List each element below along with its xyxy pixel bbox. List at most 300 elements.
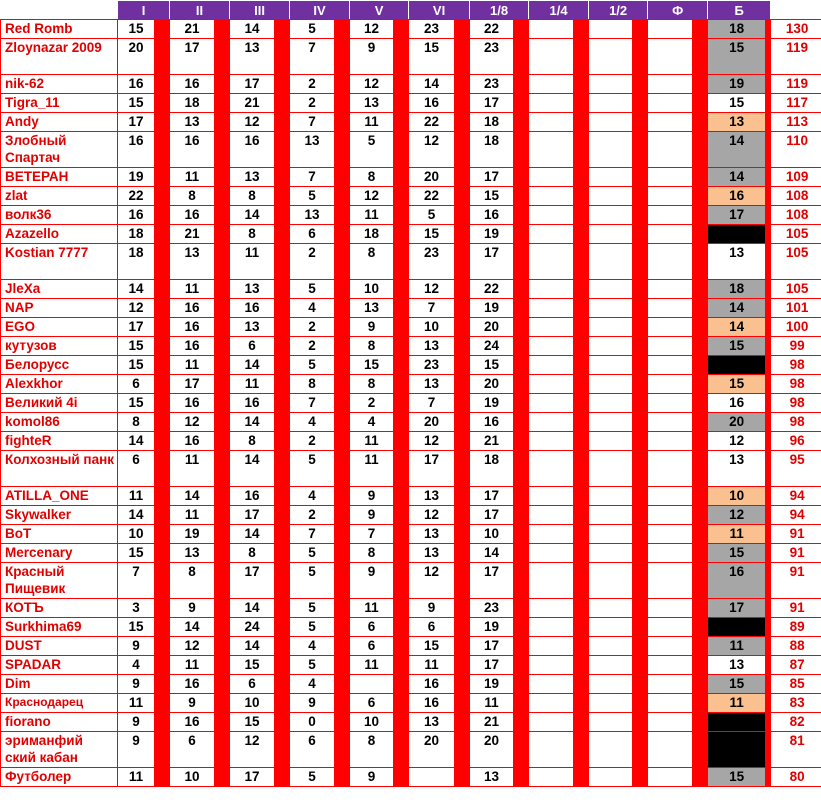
bonus-score <box>708 713 766 732</box>
column-separator <box>514 394 529 413</box>
column-separator <box>335 637 350 656</box>
round-score: 9 <box>170 599 215 618</box>
column-separator <box>275 225 290 244</box>
column-separator <box>215 656 230 675</box>
column-separator <box>215 451 230 487</box>
column-separator <box>155 451 170 487</box>
column-separator <box>394 299 409 318</box>
column-separator <box>275 656 290 675</box>
total-score: 91 <box>771 525 821 544</box>
round-score: 17 <box>409 451 455 487</box>
column-separator <box>633 168 648 187</box>
column-separator <box>275 187 290 206</box>
round-score: 10 <box>230 694 275 713</box>
round-score: 11 <box>118 768 155 787</box>
column-separator <box>514 656 529 675</box>
empty-playoff-cell <box>589 694 633 713</box>
column-separator <box>275 168 290 187</box>
round-score: 11 <box>170 356 215 375</box>
round-score: 17 <box>170 39 215 75</box>
round-score: 13 <box>409 713 455 732</box>
round-score: 14 <box>170 487 215 506</box>
column-separator <box>514 599 529 618</box>
round-score: 6 <box>409 618 455 637</box>
column-separator <box>514 713 529 732</box>
column-separator <box>275 394 290 413</box>
column-separator <box>633 394 648 413</box>
column-separator <box>335 75 350 94</box>
column-separator <box>455 487 470 506</box>
table-row <box>1 487 821 506</box>
column-separator <box>335 563 350 599</box>
round-score: 10 <box>350 713 394 732</box>
bonus-score: 12 <box>708 432 766 451</box>
column-separator <box>693 244 708 280</box>
empty-playoff-cell <box>589 618 633 637</box>
table-row <box>1 732 821 768</box>
empty-playoff-cell <box>648 563 693 599</box>
column-separator <box>514 563 529 599</box>
round-score: 7 <box>350 525 394 544</box>
column-separator <box>633 656 648 675</box>
round-score: 13 <box>170 113 215 132</box>
column-separator <box>455 732 470 768</box>
round-score: 14 <box>118 506 155 525</box>
round-score: 8 <box>230 225 275 244</box>
column-separator <box>633 225 648 244</box>
round-score: 5 <box>290 768 335 787</box>
round-score: 14 <box>230 451 275 487</box>
column-separator <box>455 280 470 299</box>
round-score: 13 <box>290 206 335 225</box>
table-row <box>1 637 821 656</box>
empty-playoff-cell <box>529 599 574 618</box>
round-score: 12 <box>170 637 215 656</box>
column-separator <box>394 206 409 225</box>
round-score: 9 <box>170 694 215 713</box>
empty-playoff-cell <box>589 713 633 732</box>
column-separator <box>275 206 290 225</box>
column-separator <box>275 356 290 375</box>
round-score: 16 <box>170 675 215 694</box>
column-separator <box>215 94 230 113</box>
round-score: 23 <box>470 75 514 94</box>
empty-playoff-cell <box>529 713 574 732</box>
column-separator <box>514 132 529 168</box>
round-score: 8 <box>170 563 215 599</box>
round-score: 17 <box>118 113 155 132</box>
column-separator <box>574 694 589 713</box>
empty-playoff-cell <box>648 20 693 39</box>
column-separator <box>514 413 529 432</box>
player-name: Красный Пищевик <box>1 563 118 599</box>
total-score: 81 <box>771 732 821 768</box>
round-score: 15 <box>230 656 275 675</box>
empty-playoff-cell <box>529 563 574 599</box>
column-separator <box>215 318 230 337</box>
round-score: 23 <box>409 20 455 39</box>
round-score: 12 <box>230 113 275 132</box>
round-score: 8 <box>118 413 155 432</box>
column-separator <box>633 732 648 768</box>
round-score: 17 <box>230 75 275 94</box>
column-separator <box>693 20 708 39</box>
column-separator <box>633 713 648 732</box>
round-score: 5 <box>290 451 335 487</box>
empty-playoff-cell <box>589 675 633 694</box>
round-score: 19 <box>470 394 514 413</box>
round-score: 17 <box>118 318 155 337</box>
round-score: 9 <box>350 318 394 337</box>
column-separator <box>155 637 170 656</box>
round-score: 9 <box>118 637 155 656</box>
empty-playoff-cell <box>589 451 633 487</box>
round-score: 23 <box>409 244 455 280</box>
column-separator <box>215 356 230 375</box>
header-total-blank <box>771 1 821 20</box>
column-separator <box>574 356 589 375</box>
round-score: 5 <box>290 544 335 563</box>
round-score: 12 <box>409 563 455 599</box>
total-score: 98 <box>771 413 821 432</box>
column-separator <box>693 356 708 375</box>
column-separator <box>514 299 529 318</box>
bonus-score: 15 <box>708 375 766 394</box>
column-separator <box>275 599 290 618</box>
column-separator <box>693 187 708 206</box>
column-separator <box>574 39 589 75</box>
round-score: 9 <box>350 487 394 506</box>
round-score: 6 <box>350 637 394 656</box>
empty-playoff-cell <box>529 375 574 394</box>
empty-playoff-cell <box>529 618 574 637</box>
round-score: 12 <box>350 75 394 94</box>
column-separator <box>275 375 290 394</box>
column-separator <box>394 94 409 113</box>
round-score: 16 <box>170 713 215 732</box>
round-score: 9 <box>118 675 155 694</box>
total-score: 80 <box>771 768 821 787</box>
total-score: 94 <box>771 506 821 525</box>
round-score: 7 <box>290 394 335 413</box>
empty-playoff-cell <box>648 432 693 451</box>
empty-playoff-cell <box>589 599 633 618</box>
round-score: 6 <box>290 225 335 244</box>
column-separator <box>455 20 470 39</box>
empty-playoff-cell <box>589 132 633 168</box>
round-score: 13 <box>230 318 275 337</box>
column-separator <box>455 599 470 618</box>
empty-playoff-cell <box>589 168 633 187</box>
round-score: 11 <box>230 244 275 280</box>
round-score: 22 <box>470 280 514 299</box>
round-score: 15 <box>230 713 275 732</box>
column-separator <box>394 375 409 394</box>
round-score: 9 <box>409 599 455 618</box>
round-score: 11 <box>350 656 394 675</box>
round-score: 18 <box>470 132 514 168</box>
round-score: 17 <box>230 563 275 599</box>
empty-playoff-cell <box>529 132 574 168</box>
player-name: Футболер <box>1 768 118 787</box>
column-separator <box>455 318 470 337</box>
column-separator <box>455 187 470 206</box>
round-score <box>350 675 394 694</box>
column-separator <box>455 413 470 432</box>
round-score: 12 <box>350 187 394 206</box>
player-name: Злобный Спартач <box>1 132 118 168</box>
table-row <box>1 563 821 599</box>
round-score: 15 <box>118 337 155 356</box>
column-separator <box>693 451 708 487</box>
round-score: 11 <box>118 487 155 506</box>
table-row <box>1 280 821 299</box>
column-separator <box>335 244 350 280</box>
round-score: 8 <box>350 732 394 768</box>
round-score: 14 <box>230 413 275 432</box>
column-separator <box>514 225 529 244</box>
round-score: 18 <box>118 244 155 280</box>
empty-playoff-cell <box>529 451 574 487</box>
empty-playoff-cell <box>529 113 574 132</box>
bonus-score: 14 <box>708 168 766 187</box>
column-separator <box>335 394 350 413</box>
round-score: 16 <box>118 132 155 168</box>
round-score: 2 <box>290 244 335 280</box>
column-separator <box>394 39 409 75</box>
player-name: эриманфий ский кабан <box>1 732 118 768</box>
column-separator <box>215 299 230 318</box>
column-separator <box>335 487 350 506</box>
round-score: 16 <box>170 337 215 356</box>
column-separator <box>633 132 648 168</box>
column-separator <box>155 544 170 563</box>
round-score: 5 <box>350 132 394 168</box>
column-separator <box>275 487 290 506</box>
column-separator <box>455 39 470 75</box>
column-separator <box>215 432 230 451</box>
column-separator <box>335 337 350 356</box>
round-score: 8 <box>350 544 394 563</box>
empty-playoff-cell <box>589 413 633 432</box>
column-separator <box>155 563 170 599</box>
round-score: 15 <box>409 225 455 244</box>
empty-playoff-cell <box>529 280 574 299</box>
empty-playoff-cell <box>648 599 693 618</box>
round-score: 19 <box>470 225 514 244</box>
bonus-score: 20 <box>708 413 766 432</box>
empty-playoff-cell <box>648 187 693 206</box>
empty-playoff-cell <box>529 206 574 225</box>
round-score: 13 <box>409 337 455 356</box>
total-score: 89 <box>771 618 821 637</box>
header-round-2: II <box>170 1 230 20</box>
empty-playoff-cell <box>529 225 574 244</box>
column-separator <box>693 732 708 768</box>
round-score: 12 <box>170 413 215 432</box>
column-separator <box>394 356 409 375</box>
column-separator <box>574 394 589 413</box>
column-separator <box>574 599 589 618</box>
column-separator <box>633 618 648 637</box>
table-row <box>1 375 821 394</box>
column-separator <box>275 451 290 487</box>
round-score: 13 <box>230 39 275 75</box>
column-separator <box>155 768 170 787</box>
column-separator <box>633 299 648 318</box>
column-separator <box>514 280 529 299</box>
bonus-score: 15 <box>708 544 766 563</box>
column-separator <box>394 451 409 487</box>
column-separator <box>693 39 708 75</box>
column-separator <box>633 525 648 544</box>
total-score: 94 <box>771 487 821 506</box>
total-score: 119 <box>771 75 821 94</box>
column-separator <box>514 544 529 563</box>
header-round-3: III <box>230 1 290 20</box>
table-row <box>1 20 821 39</box>
round-score: 16 <box>170 299 215 318</box>
column-separator <box>335 113 350 132</box>
round-score: 13 <box>230 168 275 187</box>
player-name: BoT <box>1 525 118 544</box>
column-separator <box>215 206 230 225</box>
round-score: 11 <box>350 451 394 487</box>
column-separator <box>335 94 350 113</box>
round-score: 16 <box>470 206 514 225</box>
column-separator <box>693 299 708 318</box>
column-separator <box>394 244 409 280</box>
column-separator <box>514 20 529 39</box>
empty-playoff-cell <box>648 94 693 113</box>
empty-playoff-cell <box>589 544 633 563</box>
table-row <box>1 413 821 432</box>
player-name: кутузов <box>1 337 118 356</box>
empty-playoff-cell <box>529 487 574 506</box>
table-row <box>1 656 821 675</box>
empty-playoff-cell <box>589 637 633 656</box>
column-separator <box>455 451 470 487</box>
empty-playoff-cell <box>648 337 693 356</box>
round-score: 21 <box>470 713 514 732</box>
bonus-score: 15 <box>708 39 766 75</box>
column-separator <box>574 637 589 656</box>
column-separator <box>215 544 230 563</box>
round-score: 14 <box>230 525 275 544</box>
empty-playoff-cell <box>529 75 574 94</box>
round-score: 4 <box>118 656 155 675</box>
empty-playoff-cell <box>589 318 633 337</box>
column-separator <box>394 394 409 413</box>
table-row <box>1 132 821 168</box>
bonus-score: 13 <box>708 244 766 280</box>
column-separator <box>275 675 290 694</box>
bonus-score: 19 <box>708 75 766 94</box>
round-score: 6 <box>350 618 394 637</box>
bonus-score: 14 <box>708 318 766 337</box>
round-score: 14 <box>470 544 514 563</box>
round-score: 16 <box>170 206 215 225</box>
column-separator <box>155 394 170 413</box>
column-separator <box>394 656 409 675</box>
bonus-score: 17 <box>708 599 766 618</box>
column-separator <box>633 694 648 713</box>
round-score: 17 <box>230 506 275 525</box>
bonus-score: 11 <box>708 525 766 544</box>
column-separator <box>155 375 170 394</box>
column-separator <box>215 337 230 356</box>
bonus-score <box>708 732 766 768</box>
column-separator <box>514 525 529 544</box>
column-separator <box>394 732 409 768</box>
round-score: 18 <box>470 113 514 132</box>
column-separator <box>275 732 290 768</box>
round-score: 11 <box>170 506 215 525</box>
column-separator <box>394 337 409 356</box>
empty-playoff-cell <box>648 375 693 394</box>
total-score: 95 <box>771 451 821 487</box>
column-separator <box>155 20 170 39</box>
column-separator <box>275 20 290 39</box>
empty-playoff-cell <box>529 394 574 413</box>
column-separator <box>574 506 589 525</box>
column-separator <box>633 413 648 432</box>
round-score: 6 <box>118 375 155 394</box>
round-score: 24 <box>230 618 275 637</box>
bonus-score: 16 <box>708 394 766 413</box>
player-name: Red Romb <box>1 20 118 39</box>
empty-playoff-cell <box>589 768 633 787</box>
column-separator <box>633 637 648 656</box>
column-separator <box>215 732 230 768</box>
table-row <box>1 544 821 563</box>
bonus-score: 14 <box>708 132 766 168</box>
table-row <box>1 506 821 525</box>
empty-playoff-cell <box>529 675 574 694</box>
round-score: 23 <box>409 356 455 375</box>
round-score: 15 <box>118 20 155 39</box>
column-separator <box>455 206 470 225</box>
total-score: 98 <box>771 375 821 394</box>
column-separator <box>455 768 470 787</box>
column-separator <box>155 113 170 132</box>
header-row <box>1 1 821 20</box>
round-score: 18 <box>350 225 394 244</box>
bonus-score: 18 <box>708 20 766 39</box>
column-separator <box>335 318 350 337</box>
round-score: 8 <box>350 244 394 280</box>
round-score: 10 <box>350 280 394 299</box>
round-score: 6 <box>290 732 335 768</box>
player-name: Tigra_11 <box>1 94 118 113</box>
empty-playoff-cell <box>648 39 693 75</box>
column-separator <box>693 375 708 394</box>
round-score: 6 <box>118 451 155 487</box>
column-separator <box>574 375 589 394</box>
round-score: 0 <box>290 713 335 732</box>
table-row <box>1 75 821 94</box>
round-score: 15 <box>118 394 155 413</box>
column-separator <box>215 280 230 299</box>
empty-playoff-cell <box>589 39 633 75</box>
round-score: 8 <box>350 337 394 356</box>
round-score: 13 <box>290 132 335 168</box>
empty-playoff-cell <box>589 206 633 225</box>
total-score: 87 <box>771 656 821 675</box>
empty-playoff-cell <box>648 618 693 637</box>
column-separator <box>155 132 170 168</box>
table-row <box>1 451 821 487</box>
